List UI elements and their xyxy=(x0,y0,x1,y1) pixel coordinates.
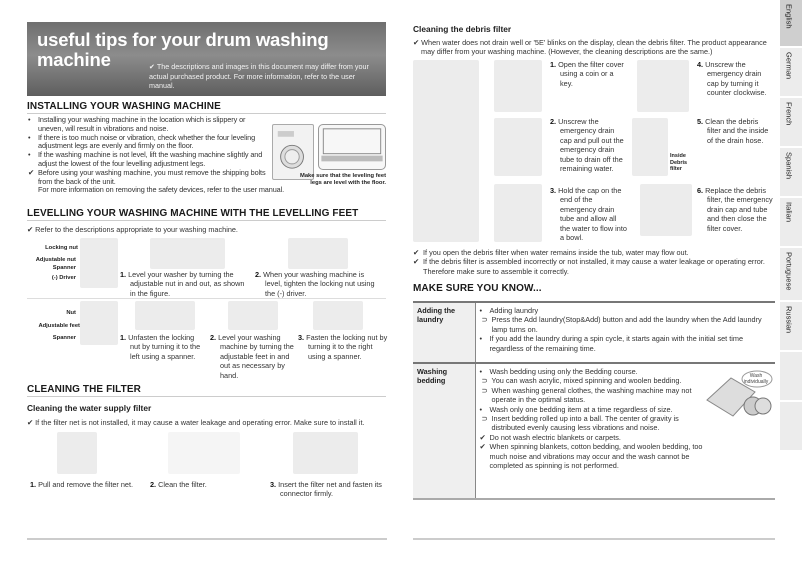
tab-english[interactable]: English xyxy=(780,0,802,46)
title-banner xyxy=(27,22,386,96)
level-step-b3: 3. Fasten the locking nut by turning it to the right using a spanner. xyxy=(298,333,388,361)
washer-illustration xyxy=(272,124,314,180)
filter-step-3: 3. Insert the filter net and fasten its connector firmly. xyxy=(270,480,382,499)
label-spanner: Spanner xyxy=(52,265,76,271)
tab-spanish[interactable]: Spanish xyxy=(780,148,802,196)
divider xyxy=(27,298,386,299)
subheading-debris-filter: Cleaning the debris filter xyxy=(413,24,512,34)
table-row xyxy=(413,302,775,363)
leveling-caption: Make sure that the leveling feet legs are level with the floor. xyxy=(299,173,386,186)
debris-step-4: 4. Unscrew the emergency drain cap by turning it counter clockwise. xyxy=(697,60,767,98)
tab-german[interactable]: German xyxy=(780,48,802,96)
section-heading-filter: CLEANING THE FILTER xyxy=(27,385,386,397)
tab-portuguese[interactable]: Portuguese xyxy=(780,248,802,300)
filter-note: ✔ If the filter net is not installed, it may cause a water leakage and operating error. Make sure to install it. xyxy=(27,418,365,427)
step-adjust-nut-illustration xyxy=(150,238,225,269)
step-fasten-illustration xyxy=(313,301,363,330)
debris-step-1: 1. Open the filter cover using a coin or a key. xyxy=(550,60,624,88)
inside-debris-filter-label: Inside Debris filter xyxy=(670,153,688,172)
footer-divider-left xyxy=(27,538,387,540)
filter-step-2: 2. Clean the filter. xyxy=(150,480,207,489)
debris-step-3-illustration xyxy=(494,184,542,242)
step-level-feet-illustration xyxy=(228,301,278,330)
step-tighten-nut-illustration xyxy=(288,238,348,269)
row-key: Washing bedding xyxy=(413,363,475,499)
banner-note: ✔ The descriptions and images in this document may differ from your actual purchased product. For more information, refer to the user manual. xyxy=(149,62,369,90)
debris-step-2: 2. Unscrew the emergency drain cap and pull out the emergency drain tube to drain off the remaining water. xyxy=(550,117,624,174)
tab-italian[interactable]: Italian xyxy=(780,198,802,246)
clean-filter-illustration xyxy=(168,432,240,474)
row-content: • Adding laundry ⊃ Press the Add laundry(Stop&Add) button and add the laundry when the Add laundry lamp turns on. • If you add the laundry during a spin cycle, it starts again with the initial set time regardless of the remaining time. xyxy=(479,306,762,353)
debris-step-6: 6. Replace the debris filter, the emergency drain cap and tube and then close the filter cover. xyxy=(697,186,773,233)
machine-filter-cover-illustration xyxy=(413,60,479,242)
label-adjustable-feet: Adjustable feet xyxy=(38,323,80,329)
list-item: ✔ Before using your washing machine, you must remove the shipping bolts from the back of the unit. xyxy=(28,167,266,186)
row-content: • Wash bedding using only the Bedding course. ⊃ You can wash acrylic, mixed spinning and woolen bedding. ⊃ When washing general clothes, the washing machine may not operate in the optimal status. • Wash only one bedding item at a time regardless of size. ⊃ Insert bedding rolled up into a ball. The center of gravity is distributed evenly causing less vibrations and noise. ✔ Do not wash electric blankets or carpets. ✔ When spinning blankets, cotton bedding, and woolen bedding, too much noise and vibrations may occur and the wash cannot be completed as spinning is not performed. xyxy=(479,367,703,471)
debris-warnings xyxy=(413,248,778,276)
level-step-b1: 1. Unfasten the locking nut by turning it to the left using a spanner. xyxy=(120,333,201,361)
tab-russian[interactable]: Russian xyxy=(780,302,802,350)
label-nut: Nut xyxy=(66,310,76,316)
install-list xyxy=(28,116,268,186)
level-step-b2: 2. Level your washing machine by turning the adjustable feet in and out as necessary by hand. xyxy=(210,333,294,380)
label-driver: (-) Driver xyxy=(51,275,76,281)
pull-filter-illustration xyxy=(57,432,97,474)
debris-step-2-illustration xyxy=(494,118,542,176)
leveling-feet-illustration xyxy=(318,124,386,170)
subheading-water-supply-filter: Cleaning the water supply filter xyxy=(27,403,152,413)
debris-step-5: 5. Clean the debris filter and the inside of the drain hose. xyxy=(697,117,769,145)
tab-empty-1[interactable] xyxy=(780,352,802,400)
level-step-a1: 1. Level your washer by turning the adjustable nut in and out, as shown in the figure. xyxy=(120,270,245,298)
debris-note: ✔ When water does not drain well or '5E' blinks on the display, clean the debris filter. The product appearance may differ from your washing machine. (However, the cleaning descriptions are the same.) xyxy=(413,38,767,57)
debris-step-3: 3. Hold the cap on the end of the emergency drain tube and allow all the water to flow into a bowl. xyxy=(550,186,627,243)
insert-filter-illustration xyxy=(293,432,358,474)
section-heading-levelling: LEVELLING YOUR WASHING MACHINE WITH THE LEVELLING FEET xyxy=(27,209,386,221)
footer-divider-right xyxy=(413,538,775,540)
list-item: • If the washing machine is not level, lift the washing machine slightly and adjust the lowest of the four levelling adjustment legs. xyxy=(28,150,263,168)
tab-french[interactable]: French xyxy=(780,98,802,146)
section-heading-installing: INSTALLING YOUR WASHING MACHINE xyxy=(27,102,386,114)
locking-nut-illustration xyxy=(80,238,118,288)
list-item: ✔ If the debris filter is assembled incorrectly or not installed, it may cause a water leakage or operating error. Therefore make sure to assemble it correctly. xyxy=(413,257,765,276)
label-spanner-b: Spanner xyxy=(52,335,76,341)
nut-feet-illustration xyxy=(80,301,118,345)
debris-step-5-illustration xyxy=(632,118,668,176)
list-item: • If there is too much noise or vibration, check whether the four leveling adjustment legs are evenly and firmly on the floor. xyxy=(28,132,256,151)
debris-step-6-illustration xyxy=(640,184,692,236)
filter-step-1: 1. Pull and remove the filter net. xyxy=(30,480,134,489)
debris-step-1-illustration xyxy=(494,60,542,112)
list-item: ✔ If you open the debris filter when water remains inside the tub, water may flow out. xyxy=(413,248,689,257)
page-title: useful tips for your drum washing machine xyxy=(37,29,329,70)
step-unfasten-illustration xyxy=(135,301,195,330)
wash-individually-bubble: Wash individually xyxy=(743,373,769,385)
level-step-a2: 2. When your washing machine is level, tighten the locking nut using the (-) driver. xyxy=(255,270,375,298)
list-item: • Installing your washing machine in the location which is slippery or uneven, will result in vibrations and noise. xyxy=(28,115,246,133)
tab-empty-2[interactable] xyxy=(780,402,802,450)
label-locking-nut: Locking nut xyxy=(45,245,78,251)
debris-step-4-illustration xyxy=(637,60,689,112)
language-tabs xyxy=(780,0,802,452)
label-adjustable-nut: Adjustable nut xyxy=(35,257,76,263)
section-heading-know: MAKE SURE YOU KNOW... xyxy=(413,283,542,294)
row-key: Adding the laundry xyxy=(413,302,475,363)
levelling-note: ✔ Refer to the descriptions appropriate to your washing machine. xyxy=(27,225,238,234)
install-more: For more information on removing the safety devices, refer to the user manual. xyxy=(38,185,285,195)
